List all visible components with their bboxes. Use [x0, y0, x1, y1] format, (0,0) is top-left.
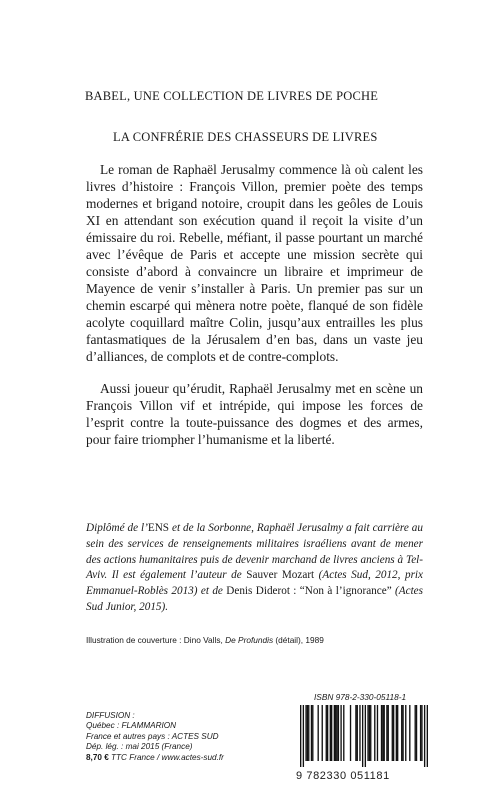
price-detail: TTC France / www.actes-sud.fr	[108, 752, 224, 762]
barcode-bar	[384, 705, 385, 761]
barcode-bar	[336, 705, 337, 761]
distribution-quebec: Québec : FLAMMARION	[86, 721, 177, 731]
bio-text: (Actes Sud, 2012, prix Emmanuel-Roblès 2013) et de	[86, 569, 423, 598]
barcode-bar	[392, 705, 393, 761]
isbn: ISBN 978-2-330-05118-1	[314, 692, 407, 702]
collection-name: BABEL, UNE COLLECTION DE LIVRES DE POCHE	[85, 89, 379, 103]
barcode-bar	[401, 705, 402, 761]
barcode-bar	[357, 705, 358, 761]
barcode-bar	[311, 705, 312, 761]
barcode-bar	[334, 705, 335, 761]
barcode-bar	[312, 705, 313, 761]
barcode-bar	[374, 705, 375, 761]
barcode-bar	[362, 705, 363, 767]
synopsis-paragraph-1: Le roman de Raphaël Jerusalmy commence là où calent les livres d’histoire : François Villon, premier poète des temps modernes et brigand notoire, croupit dans les geôles de Louis XI en attendant son exécution quand il reçoit la visite d’un émissaire du roi. Rebelle, méfiant, il passe pourtant un marché avec l’évêque de Paris et accepte une mission secrète qui consiste d’abord à convaincre un libraire et imprimeur de Mayence de venir s’installer à Paris. Un premier pas sur un chemin escarpé qui mènera notre poète, flanqué de son fidèle acolyte coquillard maître Colin, jusqu’aux entrailles les plus fantasmatiques de la Jérusalem d’en bas, dans un vaste jeu d’alliances, de complots et de contre-complots.	[86, 162, 423, 364]
barcode-bar	[330, 705, 331, 761]
barcode-bar	[370, 705, 371, 761]
bio-book-title: Sauver Mozart	[246, 569, 315, 582]
author-bio	[86, 521, 423, 616]
distribution-label: DIFFUSION :	[86, 711, 135, 720]
barcode-bar	[382, 705, 383, 761]
barcode-bar	[322, 705, 323, 761]
barcode-bar	[393, 705, 394, 761]
barcode-bar	[331, 705, 332, 761]
price-line	[86, 753, 256, 763]
barcode-bar	[427, 705, 428, 767]
credit-text: Illustration de couverture : Dino Valls,	[86, 635, 226, 645]
barcode-bar	[369, 705, 370, 761]
barcode-bar	[359, 705, 360, 761]
barcode-bar	[355, 705, 356, 761]
credit-work: De Profundis	[225, 635, 274, 645]
cover-illustration-credit	[86, 635, 426, 645]
barcode-bar	[343, 705, 344, 761]
bio-text: et de la Sorbonne, Raphaël Jerusalmy a fait carrière au sein des services de renseignements militaires israéliens avant de mener des actions humanitaires puis de devenir marchand de livres anciens à Tel-Aviv. Il est également l’auteur de	[86, 522, 423, 582]
barcode-bar	[335, 705, 336, 761]
bio-book-title: Denis Diderot : “Non à l’ignorance”	[226, 585, 392, 598]
barcode-bar	[367, 705, 368, 761]
barcode-bar	[300, 705, 301, 767]
book-title: LA CONFRÉRIE DES CHASSEURS DE LIVRES	[113, 130, 378, 144]
barcode-bar	[327, 705, 328, 761]
barcode-bar	[415, 705, 416, 761]
bio-text: (Actes Sud Junior, 2015).	[86, 585, 424, 613]
barcode-bar	[305, 705, 306, 761]
barcode-bar	[396, 705, 397, 761]
barcode-bar	[377, 705, 378, 761]
barcode-bar	[318, 705, 319, 761]
price: 8,70 €	[86, 752, 109, 762]
barcode-bar	[409, 705, 410, 761]
barcode-bar	[307, 705, 308, 761]
barcode-bar	[421, 705, 422, 761]
distribution-info	[86, 711, 256, 763]
credit-text: (détail), 1989	[273, 635, 324, 645]
legal-deposit: Dép. lég. : mai 2015 (France)	[86, 742, 193, 752]
barcode-bar	[381, 705, 382, 761]
bio-ens: ENS	[147, 522, 170, 534]
barcode-bar	[338, 705, 339, 761]
barcode-bar	[308, 705, 309, 761]
barcode-bar	[350, 705, 351, 761]
barcode-bar	[402, 705, 403, 761]
distribution-france: France et autres pays : ACTES SUD	[86, 731, 219, 741]
barcode-digits: 9 782330 051181	[296, 770, 390, 782]
bio-text: Diplômé de l’	[86, 522, 148, 534]
ean-barcode	[300, 705, 428, 767]
barcode-bar	[386, 705, 387, 761]
barcode-bar	[424, 705, 425, 767]
barcode-bar	[405, 705, 406, 761]
barcode-bar	[397, 705, 398, 761]
barcode-bar	[365, 705, 366, 767]
barcode-bar	[326, 705, 327, 761]
barcode-bar	[416, 705, 417, 761]
barcode-bar	[388, 705, 389, 761]
barcode-bar	[303, 705, 304, 767]
synopsis-paragraph-2: Aussi joueur qu’érudit, Raphaël Jerusalmy met en scène un François Villon vif et intrépide, qui impose les forces de l’esprit contre la toute-puissance des dogmes et des armes, pour faire triompher l’humanisme et la liberté.	[86, 381, 423, 447]
barcode-bar	[340, 705, 341, 761]
barcode-bar	[420, 705, 421, 761]
